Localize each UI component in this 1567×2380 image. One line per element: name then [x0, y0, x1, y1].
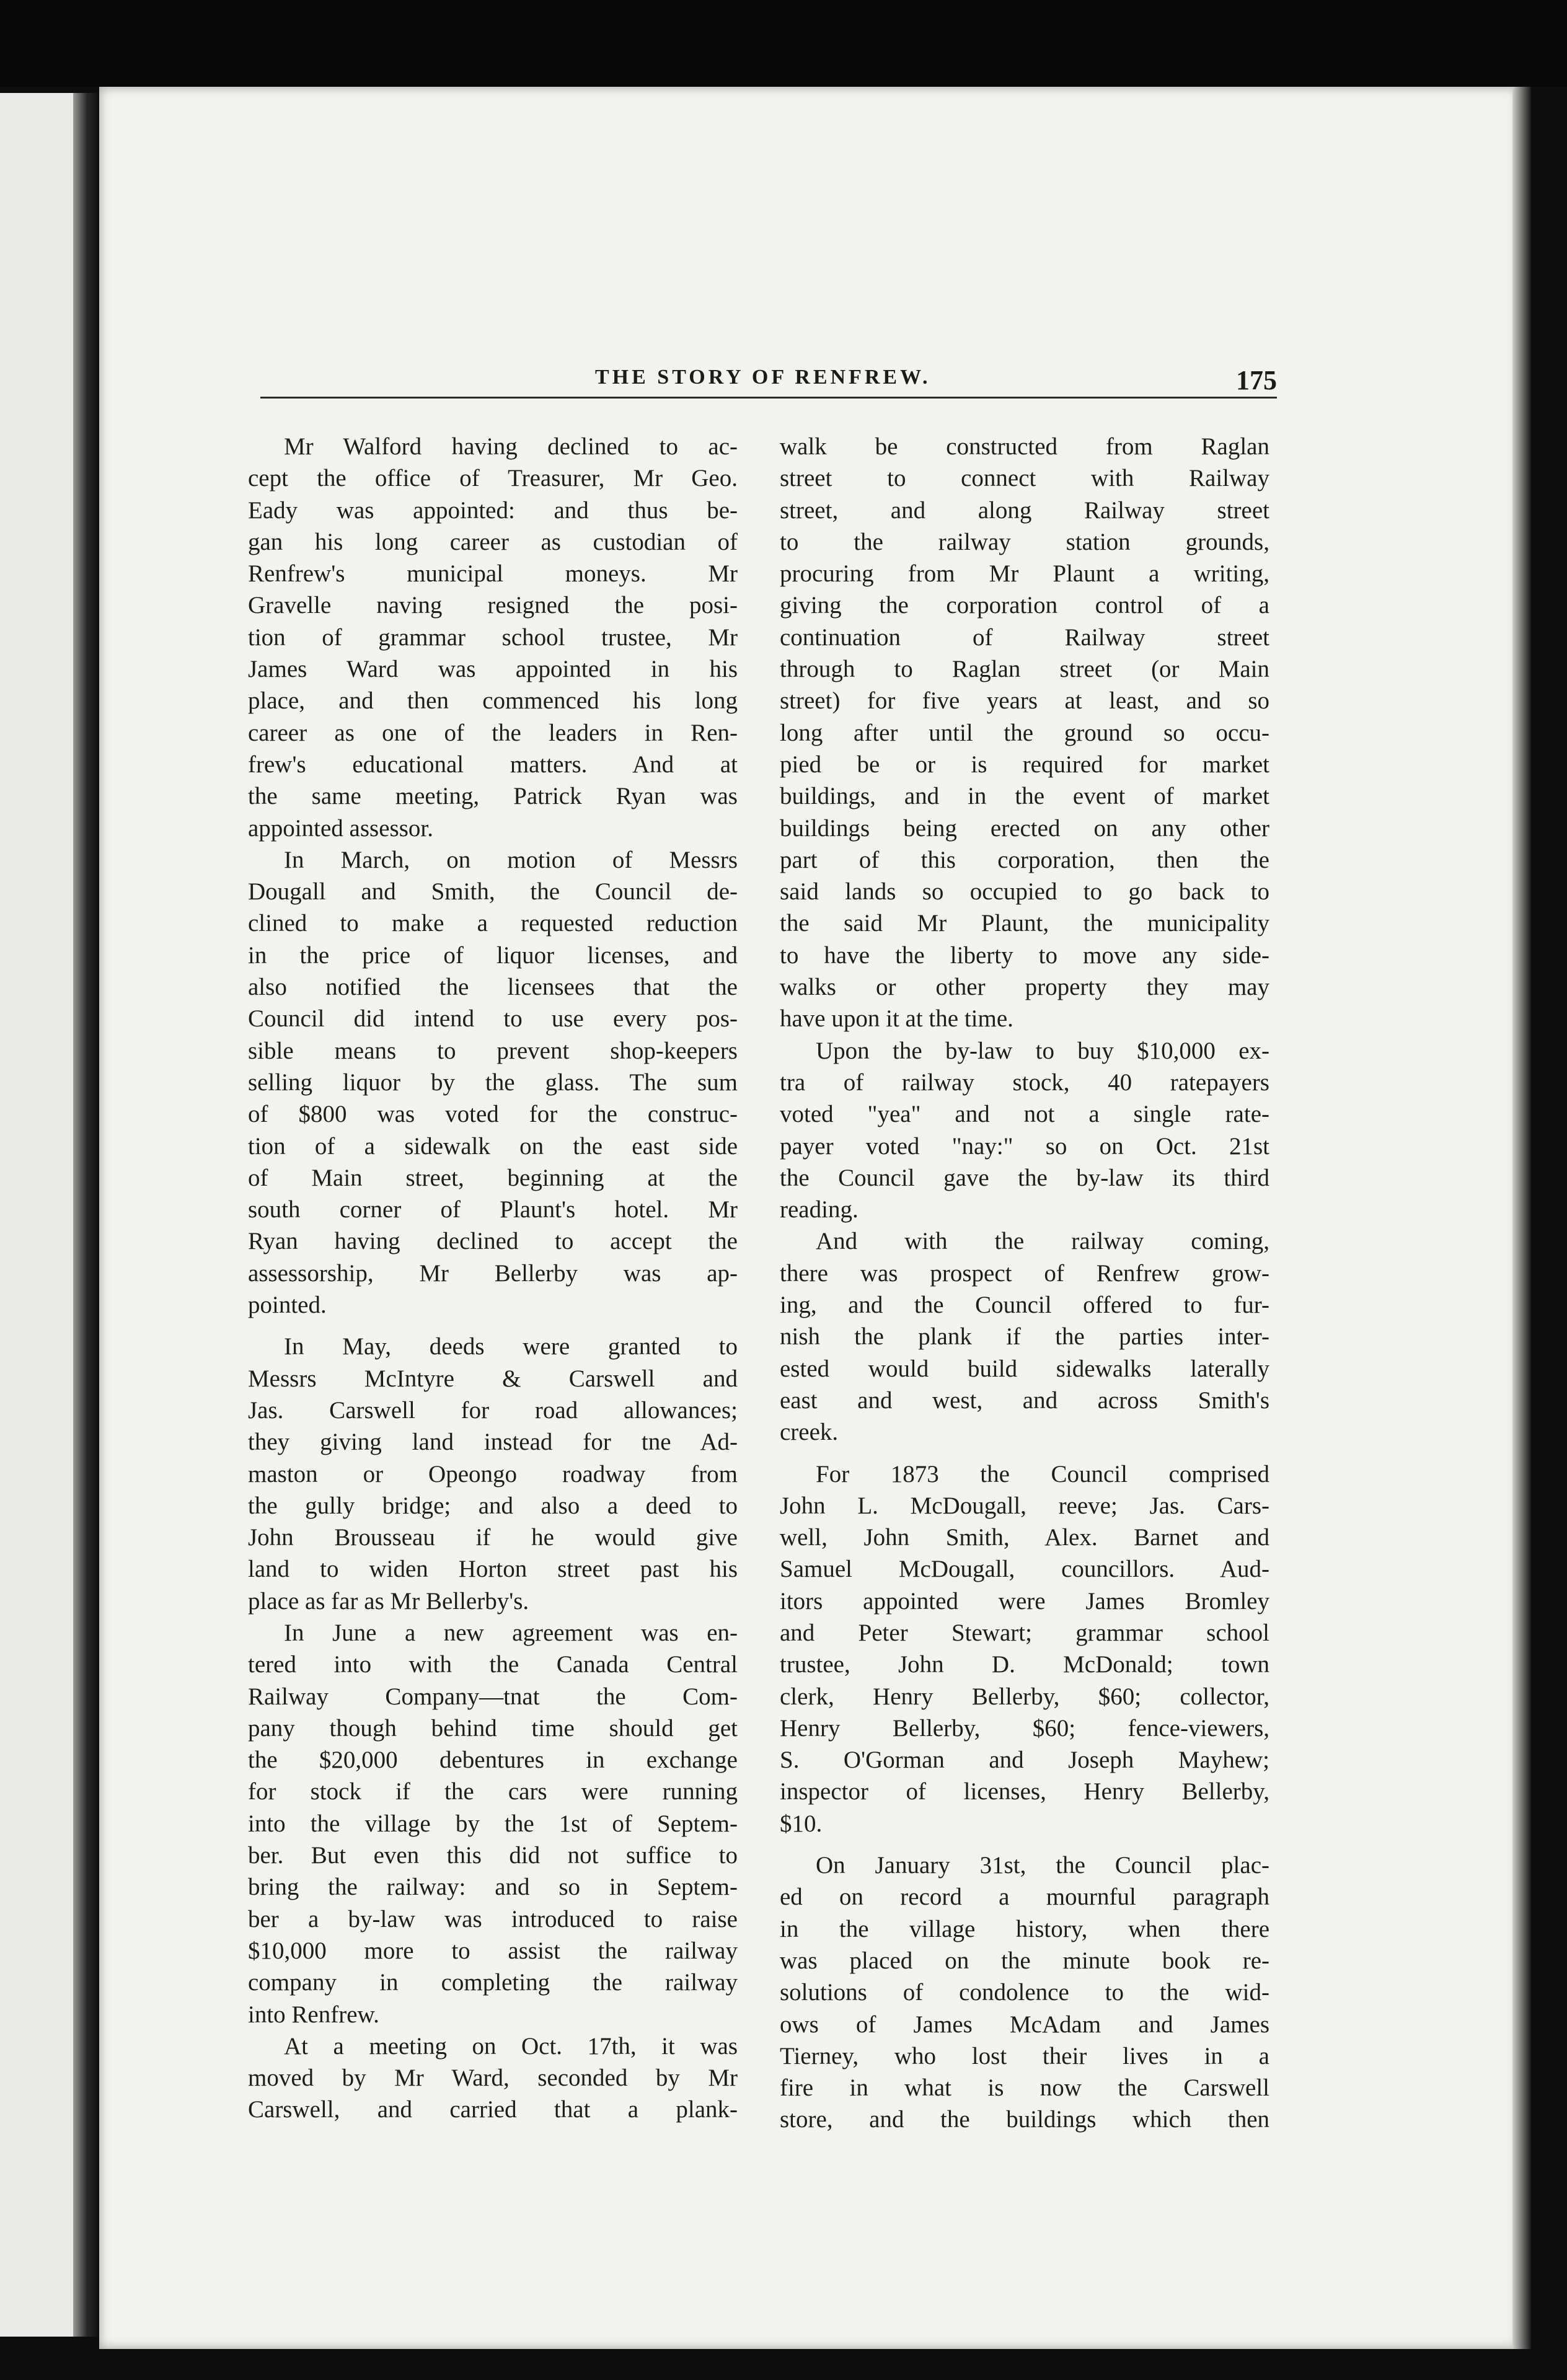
text-line: ber a by-law was introduced to raise: [248, 1905, 738, 1933]
running-title: THE STORY OF RENFREW.: [595, 366, 931, 389]
text-line: Henry Bellerby, $60; fence-viewers,: [780, 1714, 1269, 1742]
book-gutter: [73, 93, 98, 2337]
text-line: creek.: [780, 1419, 839, 1446]
text-line: $10,000 more to assist the railway: [248, 1937, 738, 1964]
running-head: [260, 364, 1277, 402]
scan-top-border: [0, 0, 1567, 87]
text-line: pied be or is required for market: [780, 751, 1269, 778]
text-line: itors appointed were James Bromley: [780, 1587, 1269, 1615]
text-line: tion of grammar school trustee, Mr: [248, 624, 738, 651]
text-line: of $800 was voted for the construc-: [248, 1101, 738, 1128]
text-line: maston or Opeongo roadway from: [248, 1460, 738, 1488]
text-line: was placed on the minute book re-: [780, 1947, 1269, 1974]
text-line: For 1873 the Council comprised: [816, 1460, 1269, 1488]
text-line: east and west, and across Smith's: [780, 1386, 1269, 1414]
text-line: Samuel McDougall, councillors. Aud-: [780, 1556, 1269, 1583]
text-line: through to Raglan street (or Main: [780, 656, 1269, 683]
text-line: procuring from Mr Plaunt a writing,: [780, 560, 1269, 588]
text-line: said lands so occupied to go back to: [780, 878, 1269, 906]
text-line: selling liquor by the glass. The sum: [248, 1069, 738, 1096]
text-line: Upon the by-law to buy $10,000 ex-: [816, 1037, 1269, 1064]
text-line: moved by Mr Ward, seconded by Mr: [248, 2065, 738, 2092]
text-line: solutions of condolence to the wid-: [780, 1979, 1269, 2006]
text-line: ed on record a mournful paragraph: [780, 1884, 1269, 1911]
right-text-column: [780, 431, 1269, 2136]
text-line: S. O'Gorman and Joseph Mayhew;: [780, 1747, 1269, 1774]
paragraph-gap: [248, 1321, 738, 1331]
text-line: In May, deeds were granted to: [284, 1333, 738, 1360]
text-line: well, John Smith, Alex. Barnet and: [780, 1524, 1269, 1551]
text-line: frew's educational matters. And at: [248, 751, 738, 778]
text-line: clined to make a requested reduction: [248, 910, 738, 937]
text-line: the Council gave the by-law its third: [780, 1164, 1269, 1191]
text-line: Carswell, and carried that a plank-: [248, 2096, 738, 2123]
text-line: James Ward was appointed in his: [248, 656, 738, 683]
text-line: part of this corporation, then the: [780, 846, 1269, 873]
text-line: On January 31st, the Council plac-: [816, 1852, 1269, 1879]
text-line: tra of railway stock, 40 ratepayers: [780, 1069, 1269, 1096]
text-line: inspector of licenses, Henry Bellerby,: [780, 1778, 1269, 1805]
text-line: Tierney, who lost their lives in a: [780, 2042, 1269, 2069]
text-line: to the railway station grounds,: [780, 528, 1269, 555]
text-line: ows of James McAdam and James: [780, 2011, 1269, 2038]
text-line: trustee, John D. McDonald; town: [780, 1651, 1269, 1678]
text-line: have upon it at the time.: [780, 1005, 1013, 1033]
text-line: street, and along Railway street: [780, 496, 1269, 524]
text-line: John L. McDougall, reeve; Jas. Cars-: [780, 1492, 1269, 1519]
text-line: Gravelle naving resigned the posi-: [248, 592, 738, 619]
left-text-column: [248, 431, 738, 2126]
text-line: land to widen Horton street past his: [248, 1556, 738, 1583]
paragraph-gap: [780, 1840, 1269, 1849]
text-line: Railway Company—tnat the Com-: [248, 1683, 738, 1710]
text-line: Dougall and Smith, the Council de-: [248, 878, 738, 906]
text-line: Messrs McIntyre & Carswell and: [248, 1365, 738, 1392]
text-line: bring the railway: and so in Septem-: [248, 1874, 738, 1901]
text-line: into the village by the 1st of Septem-: [248, 1810, 738, 1837]
text-line: In March, on motion of Messrs: [284, 846, 738, 873]
text-line: street to connect with Railway: [780, 465, 1269, 492]
page-number: 175: [1236, 365, 1277, 395]
text-line: appointed assessor.: [248, 814, 433, 842]
text-line: place, and then commenced his long: [248, 687, 738, 715]
text-line: John Brousseau if he would give: [248, 1524, 738, 1551]
text-line: to have the liberty to move any side-: [780, 941, 1269, 969]
text-line: fire in what is now the Carswell: [780, 2074, 1269, 2102]
text-line: of Main street, beginning at the: [248, 1164, 738, 1191]
text-line: street) for five years at least, and so: [780, 687, 1269, 715]
text-line: Council did intend to use every pos-: [248, 1005, 738, 1033]
text-line: pany though behind time should get: [248, 1714, 738, 1742]
text-line: $10.: [780, 1810, 823, 1837]
text-line: walks or other property they may: [780, 974, 1269, 1001]
text-line: in the price of liquor licenses, and: [248, 941, 738, 969]
text-line: and Peter Stewart; grammar school: [780, 1619, 1269, 1646]
text-line: nish the plank if the parties inter-: [780, 1323, 1269, 1351]
text-line: ing, and the Council offered to fur-: [780, 1292, 1269, 1319]
text-line: Mr Walford having declined to ac-: [284, 433, 738, 460]
text-line: buildings, and in the event of market: [780, 783, 1269, 810]
text-line: the said Mr Plaunt, the municipality: [780, 910, 1269, 937]
text-line: reading.: [780, 1196, 859, 1223]
text-line: store, and the buildings which then: [780, 2106, 1269, 2133]
text-line: Ryan having declined to accept the: [248, 1228, 738, 1255]
text-line: company in completing the railway: [248, 1969, 738, 1996]
text-line: buildings being erected on any other: [780, 814, 1269, 842]
text-line: At a meeting on Oct. 17th, it was: [284, 2032, 738, 2060]
text-line: into Renfrew.: [248, 2001, 379, 2028]
text-line: the same meeting, Patrick Ryan was: [248, 783, 738, 810]
text-line: gan his long career as custodian of: [248, 528, 738, 555]
text-line: tered into with the Canada Central: [248, 1651, 738, 1678]
text-line: continuation of Railway street: [780, 624, 1269, 651]
text-line: also notified the licensees that the: [248, 974, 738, 1001]
text-line: for stock if the cars were running: [248, 1778, 738, 1805]
text-line: giving the corporation control of a: [780, 592, 1269, 619]
text-line: assessorship, Mr Bellerby was ap-: [248, 1259, 738, 1287]
header-rule: [260, 397, 1277, 399]
text-line: there was prospect of Renfrew grow-: [780, 1259, 1269, 1287]
text-line: Jas. Carswell for road allowances;: [248, 1396, 738, 1424]
text-line: career as one of the leaders in Ren-: [248, 719, 738, 746]
text-line: cept the office of Treasurer, Mr Geo.: [248, 465, 738, 492]
text-line: Eady was appointed: and thus be-: [248, 496, 738, 524]
facing-page-edge: [0, 93, 81, 2337]
text-line: they giving land instead for tne Ad-: [248, 1429, 738, 1456]
text-line: ber. But even this did not suffice to: [248, 1842, 738, 1869]
text-line: sible means to prevent shop-keepers: [248, 1037, 738, 1064]
text-line: ested would build sidewalks laterally: [780, 1355, 1269, 1382]
text-line: place as far as Mr Bellerby's.: [248, 1587, 529, 1615]
text-line: And with the railway coming,: [816, 1228, 1269, 1255]
text-line: In June a new agreement was en-: [284, 1619, 738, 1646]
text-line: Renfrew's municipal moneys. Mr: [248, 560, 738, 588]
text-line: pointed.: [248, 1292, 327, 1319]
page-edge-shadow: [1512, 87, 1531, 2349]
text-line: voted "yea" and not a single rate-: [780, 1101, 1269, 1128]
text-line: long after until the ground so occu-: [780, 719, 1269, 746]
text-line: clerk, Henry Bellerby, $60; collector,: [780, 1683, 1269, 1710]
text-line: tion of a sidewalk on the east side: [248, 1132, 738, 1160]
text-line: walk be constructed from Raglan: [780, 433, 1269, 460]
text-line: south corner of Plaunt's hotel. Mr: [248, 1196, 738, 1223]
text-line: payer voted "nay:" so on Oct. 21st: [780, 1132, 1269, 1160]
text-line: the gully bridge; and also a deed to: [248, 1492, 738, 1519]
text-line: in the village history, when there: [780, 1915, 1269, 1942]
paragraph-gap: [780, 1448, 1269, 1458]
text-line: the $20,000 debentures in exchange: [248, 1747, 738, 1774]
